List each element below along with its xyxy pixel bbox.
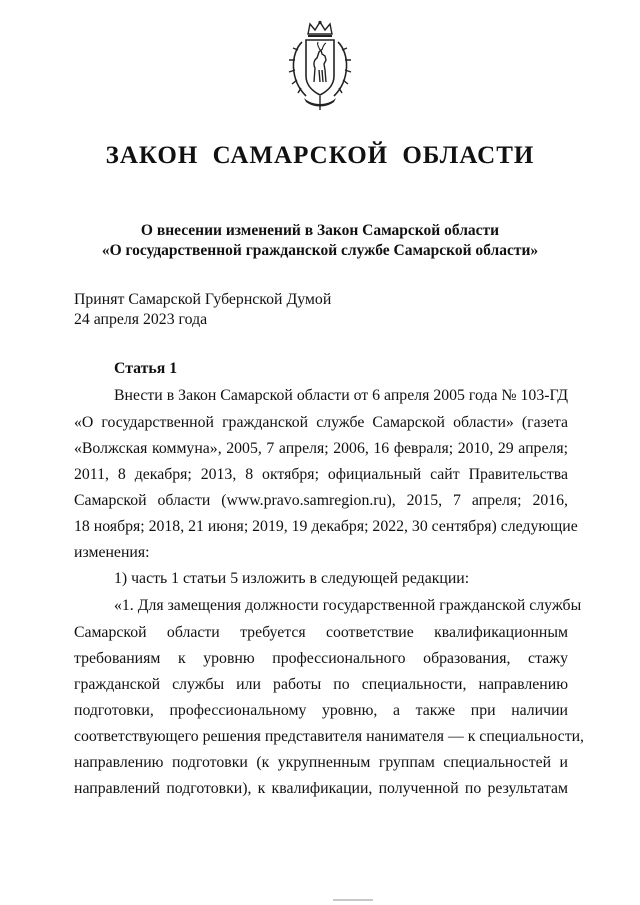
body-line: направлению подготовки (к укрупненным группам специальностей и xyxy=(74,754,568,771)
body-line: «Волжская коммуна», 2005, 7 апреля; 2006, 16 февраля; 2010, 29 апреля; xyxy=(74,440,568,457)
body-line: подготовки, профессиональному уровню, а также при наличии xyxy=(74,702,568,719)
body-line: 2011, 8 декабря; 2013, 8 октября; официальный сайт Правительства xyxy=(74,466,568,483)
body-line: требованиям к уровню профессионального образования, стажу xyxy=(74,650,568,667)
body-line: Внести в Закон Самарской области от 6 апреля 2005 года № 103-ГД xyxy=(114,387,568,404)
subtitle-line-2: «О государственной гражданской службе Самарской области» xyxy=(101,242,539,259)
scan-mark xyxy=(333,899,373,901)
body-line: соответствующего решения представителя нанимателя — к специальности, xyxy=(74,728,584,745)
body-line: 1) часть 1 статьи 5 изложить в следующей редакции: xyxy=(114,570,470,587)
adoption-date: 24 апреля 2023 года xyxy=(74,311,208,328)
subtitle-line-1: О внесении изменений в Закон Самарской области xyxy=(140,222,500,239)
body-line: «О государственной гражданской службе Самарской области» (газета xyxy=(74,414,568,431)
body-line: Самарской области (www.pravo.samregion.ru), 2015, 7 апреля; 2016, xyxy=(74,492,568,509)
body-line: «1. Для замещения должности государственной гражданской службы xyxy=(114,597,582,614)
body-line: изменения: xyxy=(74,544,150,561)
body-line: гражданской службы или работы по специальности, направлению xyxy=(74,676,568,693)
body-line: направлений подготовки), к квалификации, полученной по результатам xyxy=(74,780,568,797)
law-title: ЗАКОН САМАРСКОЙ ОБЛАСТИ xyxy=(105,142,535,169)
adoption-line-1: Принят Самарской Губернской Думой xyxy=(74,291,332,308)
body-line: 18 ноября; 2018, 21 июня; 2019, 19 декабря; 2022, 30 сентября) следующие xyxy=(74,518,578,535)
body-line: Самарской области требуется соответствие квалификационным xyxy=(74,624,568,641)
article-heading: Статья 1 xyxy=(114,360,178,377)
coat-of-arms-icon xyxy=(284,20,356,112)
